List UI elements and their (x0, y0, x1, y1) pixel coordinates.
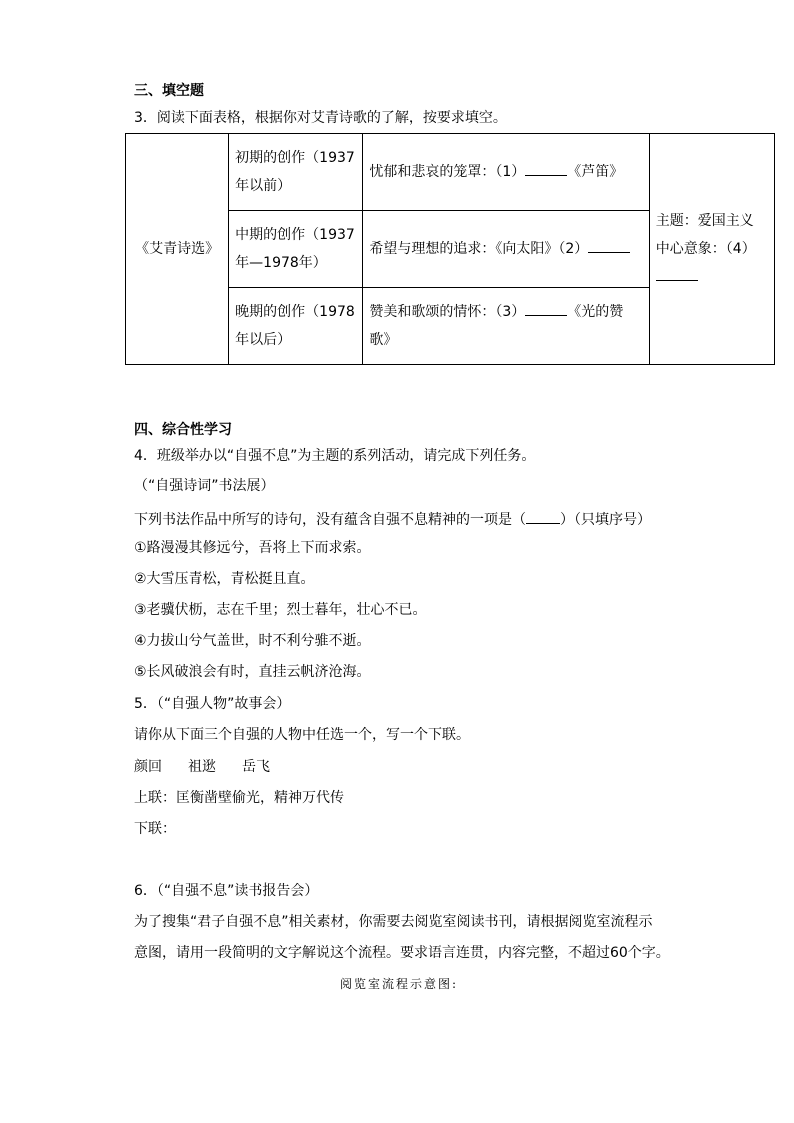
period-early: 初期的创作（1937年以前） (229, 134, 363, 211)
imagery-text: 中心意象：（4） (655, 241, 756, 257)
poetry-table (125, 133, 775, 365)
period-middle: 中期的创作（1937年—1978年） (229, 211, 363, 288)
option-4: ④力拔山兮气盖世，时不利兮骓不逝。 (134, 633, 371, 649)
question-3: 3．阅读下面表格，根据你对艾青诗歌的了解，按要求填空。 (134, 110, 507, 126)
instruction-suffix: ）（只填序号） (560, 512, 651, 528)
question-5-instruction: 请你从下面三个自强的人物中任选一个，写一个下联。 (134, 727, 470, 743)
section4-heading: 四、综合性学习 (134, 422, 232, 438)
upper-couplet: 上联：匡衡凿壁偷光，精神万代传 (134, 790, 344, 806)
person-zuti: 祖逖 (188, 759, 216, 775)
option-1: ①路漫漫其修远兮，吾将上下而求索。 (134, 540, 371, 556)
content-early-work: 《芦笛》 (567, 164, 624, 180)
blank-1[interactable] (525, 159, 567, 176)
theme-text: 主题：爱国主义 (655, 213, 754, 229)
content-middle-text: 希望与理想的追求：《向太阳》（2） (369, 241, 589, 257)
person-yuefei: 岳飞 (242, 759, 270, 775)
content-middle (363, 211, 649, 288)
blank-2[interactable] (588, 236, 630, 253)
instruction-text: 下列书法作品中所写的诗句，没有蕴含自强不息精神的一项是（ (134, 512, 526, 528)
flowchart-caption: 阅览室流程示意图: (340, 977, 459, 991)
content-late-work: 《光的赞歌》 (369, 304, 624, 348)
people-list (134, 757, 270, 777)
lower-couplet: 下联： (134, 821, 176, 837)
period-late: 晚期的创作（1978年以后） (229, 288, 363, 365)
option-3: ③老骥伏枥，志在千里；烈士暮年，壮心不已。 (134, 602, 427, 618)
calligraphy-instruction (134, 507, 651, 530)
person-yanhui: 颜回 (134, 759, 162, 775)
answer-blank[interactable] (526, 507, 560, 524)
content-early-text: 忧郁和悲哀的笼罩：（1） (369, 164, 526, 180)
book-title-cell: 《艾青诗选》 (126, 134, 229, 365)
blank-3[interactable] (525, 299, 567, 316)
blank-4[interactable] (656, 264, 698, 281)
content-late (363, 288, 649, 365)
question-4: 4．班级举办以“自强不息”为主题的系列活动，请完成下列任务。 (134, 448, 536, 464)
question-6-text-1: 为了搜集“君子自强不息”相关素材，你需要去阅览室阅读书刊，请根据阅览室流程示 (134, 914, 653, 930)
theme-cell (649, 134, 774, 365)
question-5: 5．（“自强人物”故事会） (134, 696, 291, 712)
content-early (363, 134, 649, 211)
content-late-text: 赞美和歌颂的情怀：（3） (369, 304, 526, 320)
option-5: ⑤长风破浪会有时，直挂云帆济沧海。 (134, 664, 371, 680)
subtask-calligraphy: （“自强诗词”书法展） (134, 478, 275, 494)
question-6-text-2: 意图，请用一段简明的文字解说这个流程。要求语言连贯，内容完整，不超过60个字。 (134, 945, 670, 961)
section3-heading: 三、填空题 (134, 83, 204, 99)
option-2: ②大雪压青松，青松挺且直。 (134, 571, 315, 587)
question-6: 6．（“自强不息”读书报告会） (134, 883, 319, 899)
